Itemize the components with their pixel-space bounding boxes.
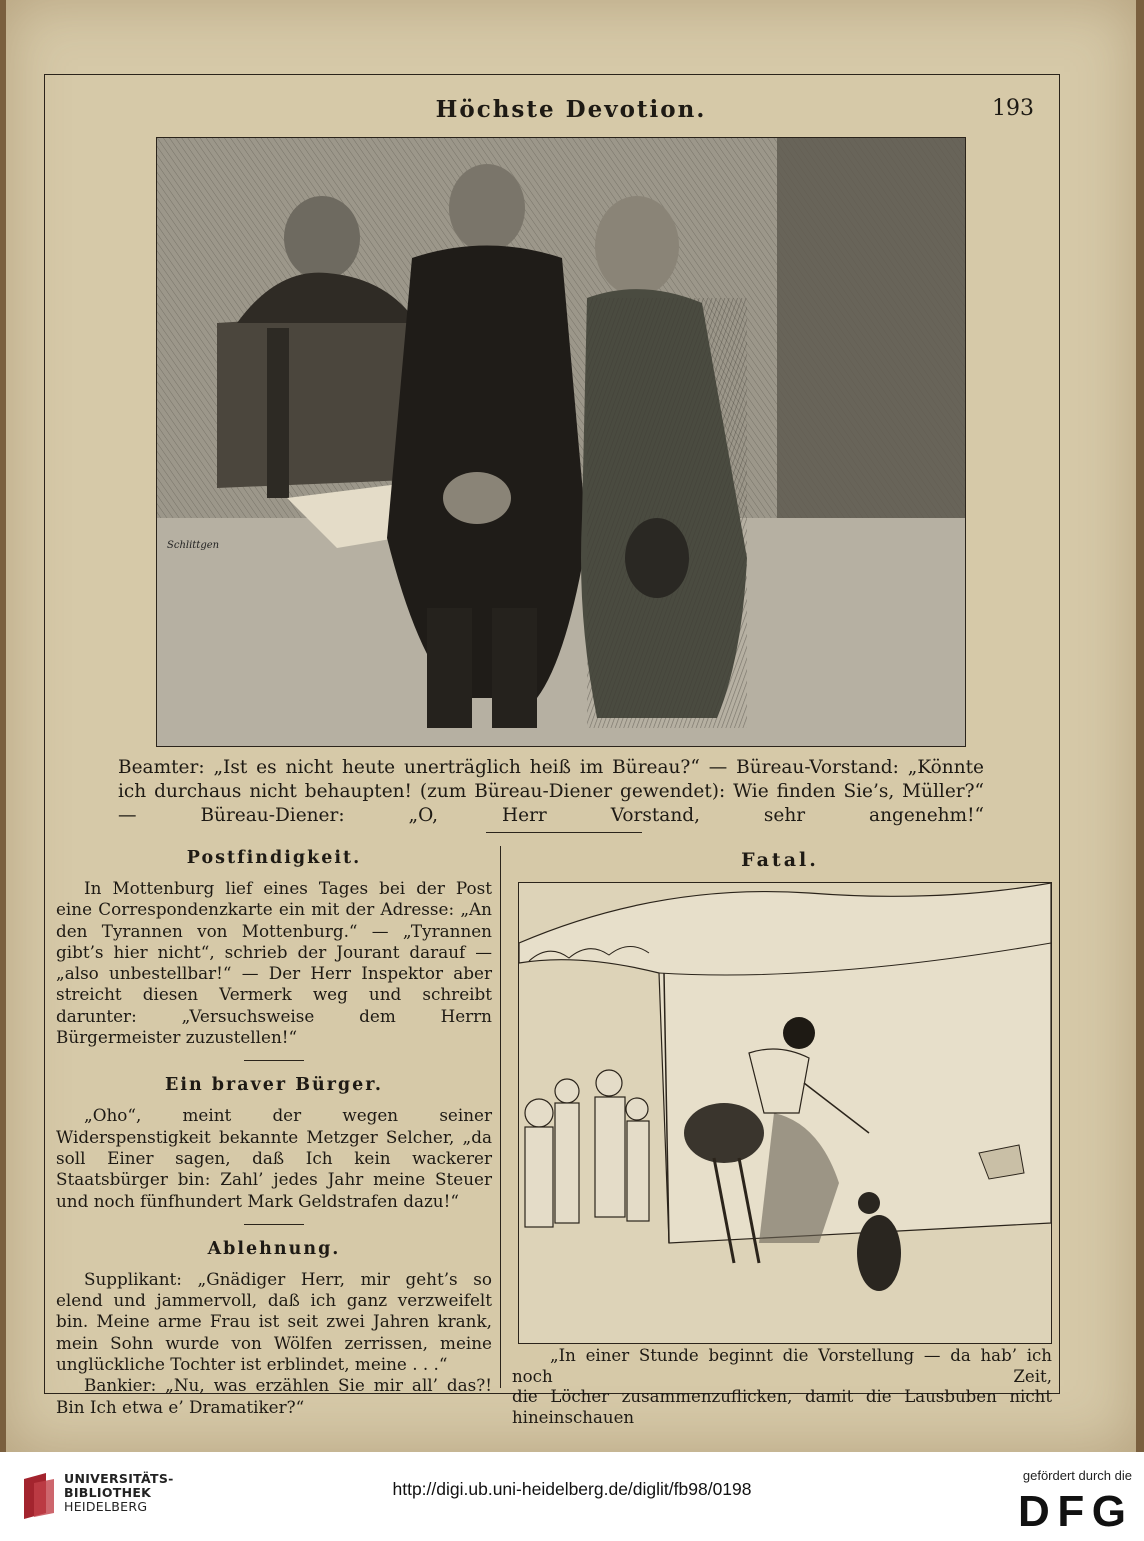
office-scene-drawing xyxy=(157,138,965,746)
circus-illustration xyxy=(518,882,1052,1344)
circus-tent-drawing xyxy=(519,883,1051,1343)
office-illustration xyxy=(156,137,966,747)
caption-divider xyxy=(486,832,642,833)
section-title-buerger: Ein braver Bürger. xyxy=(164,1075,384,1096)
section-text-postfindigkeit: In Mottenburg lief eines Tages bei der Post eine Correspondenzkarte ein mit der Adresse: „An den Tyrannen von Mottenburg.“ — „Tyrannen gibt’s hier nicht“, schrieb der Jourant darauf — „also unbestellbar!“ — Der Herr Inspektor aber streicht diesen Vermerk weg und schreibt darunter: „Versuchsweise dem Herrn Bürgermeister zuzustellen!“ xyxy=(56,878,492,1048)
section-divider xyxy=(244,1224,304,1225)
library-name-line-2: BIBLIOTHEK xyxy=(64,1485,152,1500)
left-column xyxy=(56,846,492,1418)
section-text-buerger: „Oho“, meint der wegen seiner Widerspenstigkeit bekannte Metzger Selcher, „da soll Einer sagen, daß Ich kein wackerer Staatsbürger bin: Zahl’ jedes Jahr meine Steuer und noch fünfhundert Mark Geldstrafen dazu!“ xyxy=(56,1105,492,1211)
fatal-caption-line-2: die Löcher zusammenzuflicken, damit die Lausbuben nicht hineinschauen xyxy=(512,1387,1052,1427)
page-title: Höchste Devotion. xyxy=(435,96,707,123)
sponsor-label: gefördert durch die xyxy=(1022,1468,1132,1483)
section-text-ablehnung-1: Supplikant: „Gnädiger Herr, mir geht’s so elend und jammervoll, daß ich ganz verzweifelt bin. Meine arme Frau ist seit zwei Jahren krank, mein Sohn wurde von Wölfen zerrissen, meine unglückliche Tochter ist erblindet, meine . . .“ xyxy=(56,1268,492,1375)
illustration-caption: Beamter: „Ist es nicht heute unerträglich heiß im Büreau?“ — Büreau-Vorstand: „Könnte ich durchaus nicht behaupten! (zum Büreau-Diener gewendet): Wie finden Sie’s, Müller?“ — Büreau-Diener: „O, Herr Vorstand, sehr angenehm!“ xyxy=(118,757,984,826)
page-url-link[interactable]: http://digi.ub.uni-heidelberg.de/diglit/fb98/0198 xyxy=(392,1479,752,1499)
section-divider xyxy=(244,1060,304,1061)
library-name-line-1: UNIVERSITÄTS- xyxy=(64,1471,174,1486)
dfg-logo-text: DFG xyxy=(1018,1488,1126,1530)
section-title-postfindigkeit: Postfindigkeit. xyxy=(186,848,362,868)
newspaper-page xyxy=(6,0,1136,1452)
artist-signature: Schlittgen xyxy=(167,540,220,551)
library-name-line-3: HEIDELBERG xyxy=(64,1499,148,1514)
right-column xyxy=(504,846,1056,1427)
section-title-ablehnung: Ablehnung. xyxy=(207,1238,341,1259)
fatal-caption-line-1: „In einer Stunde beginnt die Vorstellung — da hab’ ich noch Zeit, xyxy=(512,1346,1052,1386)
section-text-ablehnung-2: Bankier: „Nu, was erzählen Sie mir all’ das?! Bin Ich etwa e’ Dramatiker?“ xyxy=(56,1375,492,1417)
column-divider xyxy=(500,846,501,1388)
page-number: 193 xyxy=(992,96,1034,121)
fatal-caption xyxy=(512,1346,1052,1428)
section-title-fatal: Fatal. xyxy=(741,849,819,871)
dfg-logo-icon[interactable] xyxy=(1018,1488,1128,1530)
viewer-footer xyxy=(0,1452,1144,1541)
